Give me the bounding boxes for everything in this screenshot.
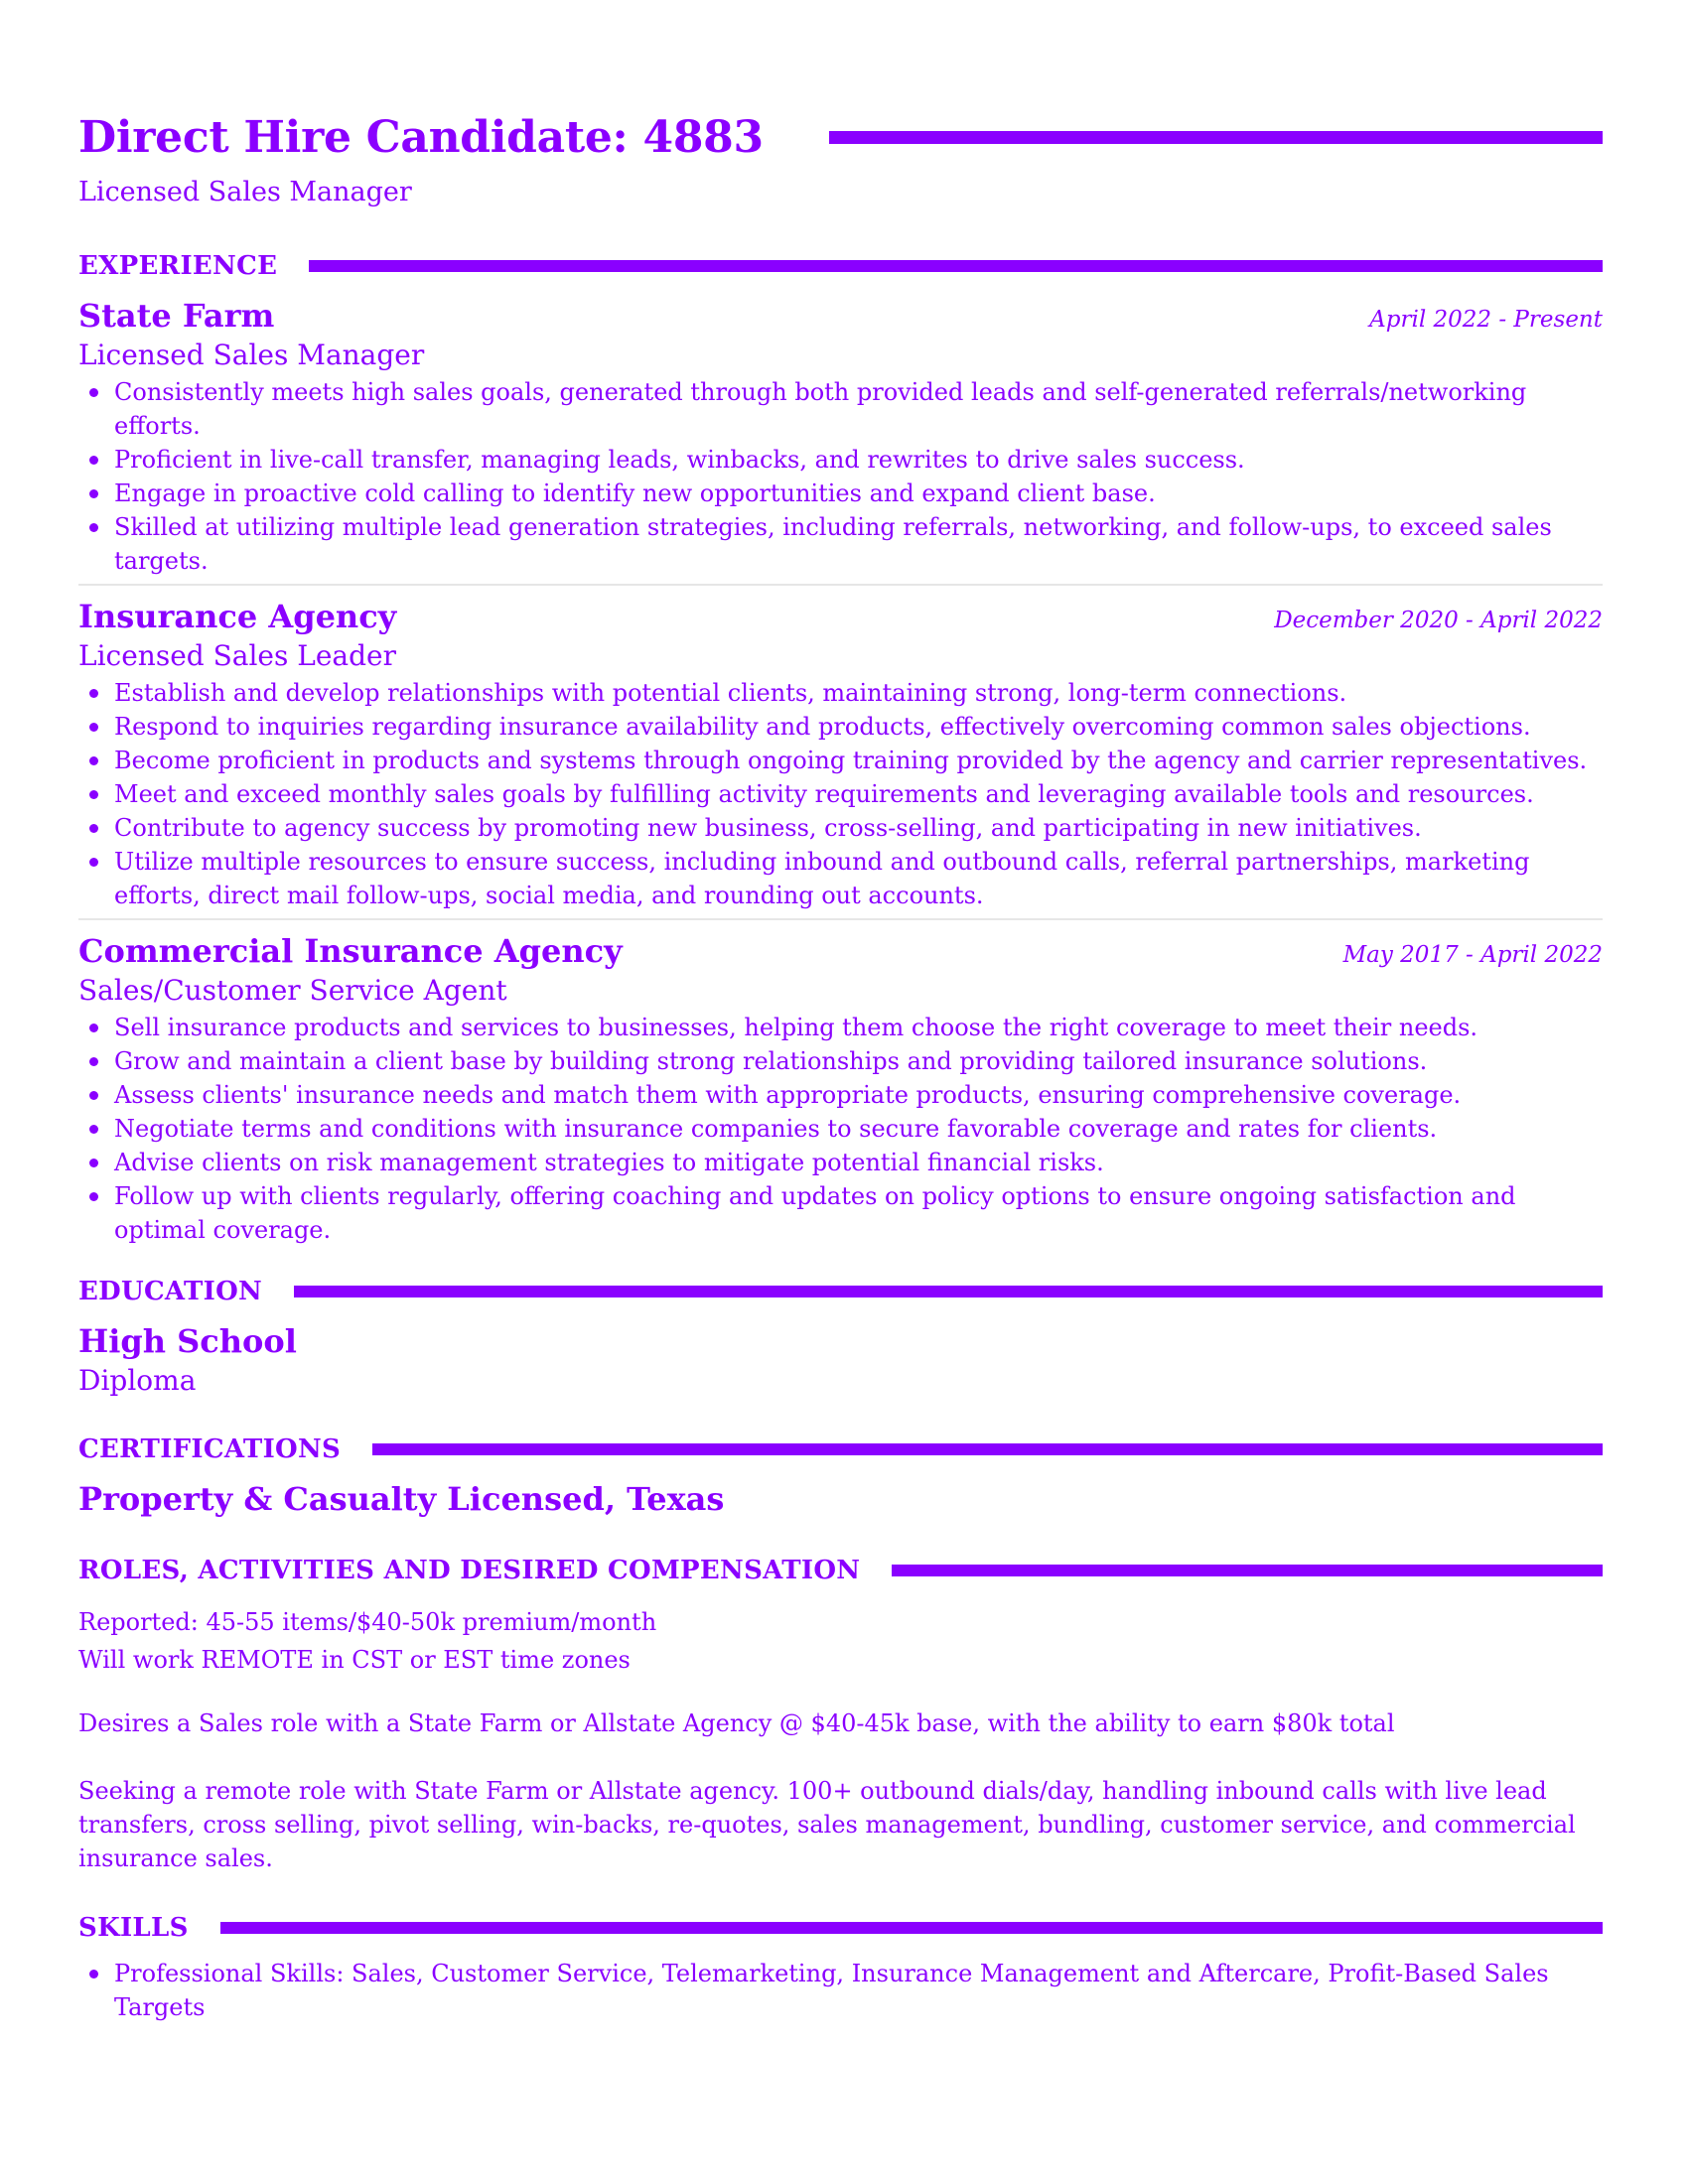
name-row (78, 107, 1603, 167)
bullet-item: Respond to inquiries regarding insurance availability and products, effectively overcoming common sales objections. (114, 710, 1603, 744)
roles-line: Reported: 45-55 items/$40-50k premium/month (78, 1608, 657, 1636)
job-entry (78, 932, 1603, 1247)
job-divider (78, 584, 1603, 586)
name-rule (829, 131, 1603, 144)
bullet-item: Become proficient in products and systems through ongoing training provided by the agency and carrier representatives. (114, 744, 1603, 777)
experience-title: EXPERIENCE (78, 251, 278, 281)
bullet-item: Follow up with clients regularly, offering coaching and updates on policy options to ensure ongoing satisfaction and optimal coverage. (114, 1179, 1603, 1247)
bullet-item: Engage in proactive cold calling to identify new opportunities and expand client base. (114, 477, 1603, 510)
job-role: Licensed Sales Manager (78, 339, 425, 371)
roles-paragraph: Desires a Sales role with a State Farm or Allstate Agency @ $40-45k base, with the ability to earn $80k total (78, 1709, 1395, 1737)
bullet-item: Utilize multiple resources to ensure success, including inbound and outbound calls, referral partnerships, marketing efforts, direct mail follow-ups, social media, and rounding out accounts. (114, 845, 1603, 912)
roles-title: ROLES, ACTIVITIES AND DESIRED COMPENSATION (78, 1556, 861, 1585)
bullet-item: Proficient in live-call transfer, managing leads, winbacks, and rewrites to drive sales success. (114, 443, 1603, 477)
job-divider (78, 918, 1603, 920)
education-title: EDUCATION (78, 1277, 263, 1306)
bullet-item: Contribute to agency success by promoting new business, cross-selling, and participating in new initiatives. (114, 811, 1603, 845)
certifications-header (78, 1431, 1603, 1468)
roles-line: Will work REMOTE in CST or EST time zones (78, 1646, 631, 1674)
company-name: State Farm (78, 297, 275, 335)
job-header (78, 598, 1603, 635)
resume-page (78, 107, 1603, 2024)
bullet-item: Assess clients' insurance needs and match them with appropriate products, ensuring comprehensive coverage. (114, 1078, 1603, 1112)
job-role: Licensed Sales Leader (78, 639, 397, 672)
section-rule (892, 1565, 1603, 1576)
bullet-item: Negotiate terms and conditions with insurance companies to secure favorable coverage and rates for clients. (114, 1112, 1603, 1146)
job-dates: April 2022 - Present (1369, 307, 1603, 333)
job-header (78, 932, 1603, 970)
bullet-item: Consistently meets high sales goals, generated through both provided leads and self-generated referrals/networking efforts. (114, 375, 1603, 443)
bullet-item: Sell insurance products and services to businesses, helping them choose the right coverage to meet their needs. (114, 1011, 1603, 1044)
job-bullets (78, 375, 1603, 578)
bullet-item: Grow and maintain a client base by building strong relationships and providing tailored insurance solutions. (114, 1044, 1603, 1078)
roles-header (78, 1552, 1603, 1589)
experience-header (78, 247, 1603, 285)
roles-paragraph: Seeking a remote role with State Farm or Allstate agency. 100+ outbound dials/day, handling inbound calls with live lead transfers, cross selling, pivot selling, win-backs, re-quotes, sales management, bundling, customer service, and commercial insurance sales. (78, 1777, 1576, 1872)
education-degree: Diploma (78, 1364, 197, 1397)
section-rule (372, 1443, 1603, 1455)
job-header (78, 297, 1603, 335)
skills-list (78, 1957, 1603, 2024)
candidate-subtitle: Licensed Sales Manager (78, 177, 412, 207)
company-name: Commercial Insurance Agency (78, 932, 623, 970)
bullet-item: Advise clients on risk management strategies to mitigate potential financial risks. (114, 1146, 1603, 1179)
skill-item: Professional Skills: Sales, Customer Service, Telemarketing, Insurance Management and Aftercare, Profit-Based Sales Targets (114, 1957, 1603, 2024)
certification-item: Property & Casualty Licensed, Texas (78, 1480, 725, 1518)
bullet-item: Meet and exceed monthly sales goals by fulfilling activity requirements and leveraging available tools and resources. (114, 777, 1603, 811)
job-dates: May 2017 - April 2022 (1342, 942, 1603, 968)
company-name: Insurance Agency (78, 598, 397, 635)
bullet-item: Establish and develop relationships with potential clients, maintaining strong, long-term connections. (114, 676, 1603, 710)
job-entry (78, 297, 1603, 586)
education-header (78, 1273, 1603, 1310)
job-bullets (78, 1011, 1603, 1247)
education-school: High School (78, 1322, 297, 1360)
skills-title: SKILLS (78, 1913, 189, 1943)
job-dates: December 2020 - April 2022 (1274, 608, 1603, 633)
job-role: Sales/Customer Service Agent (78, 974, 507, 1007)
section-rule (309, 260, 1603, 272)
section-rule (294, 1286, 1603, 1297)
job-entry (78, 598, 1603, 920)
bullet-item: Skilled at utilizing multiple lead generation strategies, including referrals, networking, and follow-ups, to exceed sales targets. (114, 510, 1603, 578)
certifications-title: CERTIFICATIONS (78, 1434, 342, 1464)
skills-header (78, 1909, 1603, 1947)
candidate-name: Direct Hire Candidate: 4883 (78, 111, 764, 163)
section-rule (220, 1922, 1603, 1934)
job-bullets (78, 676, 1603, 912)
